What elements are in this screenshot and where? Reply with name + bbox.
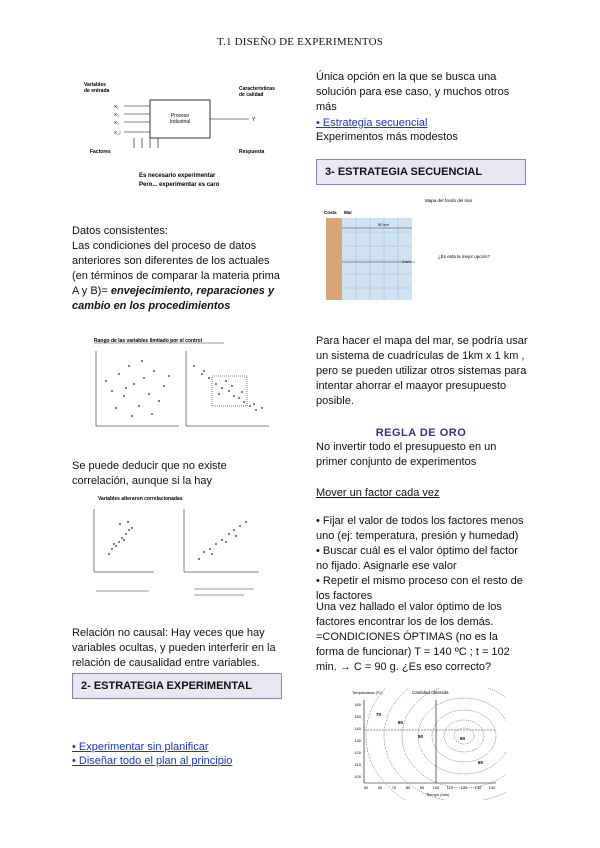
contour-label: 90 — [460, 736, 466, 741]
contour-label: 90 — [418, 734, 424, 739]
ytick: 120 — [354, 750, 361, 755]
process-box-label-2: Industrial — [169, 119, 191, 125]
input-x1: X₁ — [114, 104, 119, 109]
datos-block — [72, 224, 284, 314]
bullet-item: • Buscar cuál es el valor óptimo del factor no fijado. Asignarle ese valor — [316, 545, 518, 572]
input-x3: X₃ — [114, 120, 119, 125]
datos-line1: Datos consistentes: — [72, 225, 168, 237]
map-50km: 50 km — [378, 222, 389, 227]
datos-line2: Las condiciones del proceso de datos anteriores son diferentes de los actuales (en términos de comparar la materia prima A y B)= — [72, 240, 280, 297]
diagram-right-top-2: de calidad — [239, 92, 264, 98]
contour-label: 80 — [478, 760, 484, 765]
scatter1-title: Rango de las variables limitado por el control — [94, 338, 203, 344]
map-mar: Mar — [344, 210, 353, 215]
sea-map — [320, 196, 530, 306]
map-1km: 1 km — [402, 259, 411, 264]
regla-text: No invertir todo el presupuesto en un primer conjunto de experimentos — [316, 441, 497, 468]
deduce-text: Se puede deducir que no existe correlación, aunque si la hay — [72, 460, 227, 487]
xtick: 80 — [405, 785, 411, 790]
xtick: 50 — [363, 785, 369, 790]
ytick: 160 — [354, 702, 361, 707]
process-diagram — [84, 78, 284, 188]
una-vez-text: Una vez hallado el valor óptimo de los factores encontrar los de los demás. — [316, 601, 502, 628]
xtick: 140 — [488, 785, 496, 790]
ytick: 130 — [354, 738, 361, 743]
input-x2: X₂ — [114, 112, 119, 117]
mapa-text: Para hacer el mapa del mar, se podría usar un sistema de cuadrículas de 1km x 1 km , pero se pueden utilizar otros sistemas para intentar ahorrar el maayor presupuesto posible. — [316, 335, 528, 407]
section2-heading: 2- ESTRATEGIA EXPERIMENTAL — [72, 673, 282, 699]
contour-label: 80 — [398, 720, 404, 725]
contour-label: 70 — [376, 712, 382, 717]
xtick: 90 — [419, 785, 425, 790]
contour-title: Cantidad obtenida — [412, 690, 449, 695]
page-title: T.1 DISEÑO DE EXPERIMENTOS — [216, 36, 384, 48]
datos-emphasis: envejecimiento, reparaciones y cambio en los procedimientos — [72, 285, 275, 312]
input-xi: X_i — [114, 130, 121, 135]
xtick: 120 — [460, 785, 468, 790]
ytick: 100 — [354, 774, 361, 779]
contour-ylabel: Temperatura (ºC) — [352, 690, 383, 695]
contour-plot — [346, 688, 506, 800]
diagram-left-top-2: de entrada — [84, 88, 110, 94]
factor-bullets — [316, 514, 530, 604]
diagram-caption-2: Pero... experimentar es caro — [139, 182, 220, 188]
diagram-right-top-1: Características — [239, 86, 275, 92]
ytick: 110 — [354, 762, 361, 767]
xtick: 70 — [391, 785, 397, 790]
map-costa: Costa — [324, 210, 337, 215]
section2-links — [72, 740, 284, 768]
scatter-plot-2 — [84, 494, 274, 599]
link-experimentar-sin-planificar[interactable]: • Experimentar sin planificar — [72, 741, 209, 753]
bullet-item: • Repetir el mismo proceso con el resto de los factores — [316, 575, 523, 602]
xtick: 130 — [474, 785, 482, 790]
xtick: 60 — [377, 785, 383, 790]
scatter-plot-1 — [84, 336, 274, 436]
xtick: 100 — [432, 785, 440, 790]
section3-heading: 3- ESTRATEGIA SECUENCIAL — [316, 159, 526, 185]
scatter1-points — [105, 360, 263, 417]
coast-strip — [326, 218, 342, 300]
scatter2-points — [108, 521, 247, 560]
map-title: Mapa del fondo del mar — [425, 198, 473, 203]
link-disenar-todo-el-plan[interactable]: • Diseñar todo el plan al principio — [72, 755, 233, 767]
output-y: Y — [252, 117, 256, 123]
diagram-caption-1: Es necesario experimentar — [139, 173, 216, 179]
scatter2-title: Variables alteraron correlacionadas — [98, 496, 183, 502]
contour-xlabel: Tiempo (min) — [426, 792, 450, 797]
diagram-factors: Factores — [90, 149, 111, 155]
relacion-text: Relación no causal: Hay veces que hay variables ocultas, y pueden interferir en la relación de causalidad entre variables. — [72, 627, 276, 669]
right-intro: Única opción en la que se busca una solución para ese caso, y muchos otros más — [316, 71, 510, 113]
bullet-item: • Fijar el valor de todos los factores menos uno (ej: temperatura, presión y humedad) — [316, 515, 524, 542]
ytick: 150 — [354, 714, 361, 719]
modestos-text: Experimentos más modestos — [316, 131, 458, 143]
condiciones-text: =CONDICIONES ÓPTIMAS (no es la forma de funcionar) T = 140 ºC ; t = 102 min. → C = 90 g. ¿Es eso correcto? — [316, 631, 510, 673]
diagram-response: Respuesta — [239, 149, 265, 155]
xtick: 110 — [446, 785, 454, 790]
process-box-label-1: Proceso — [170, 113, 190, 119]
mover-factor: Mover un factor cada vez — [316, 487, 440, 499]
link-estrategia-secuencial[interactable]: • Estrategia secuencial — [316, 117, 428, 129]
ytick: 140 — [354, 726, 361, 731]
regla-heading: REGLA DE ORO — [375, 427, 467, 439]
map-question: ¿Es esta la mejor opción? — [438, 254, 491, 259]
diagram-left-top-1: Variables — [84, 82, 106, 88]
